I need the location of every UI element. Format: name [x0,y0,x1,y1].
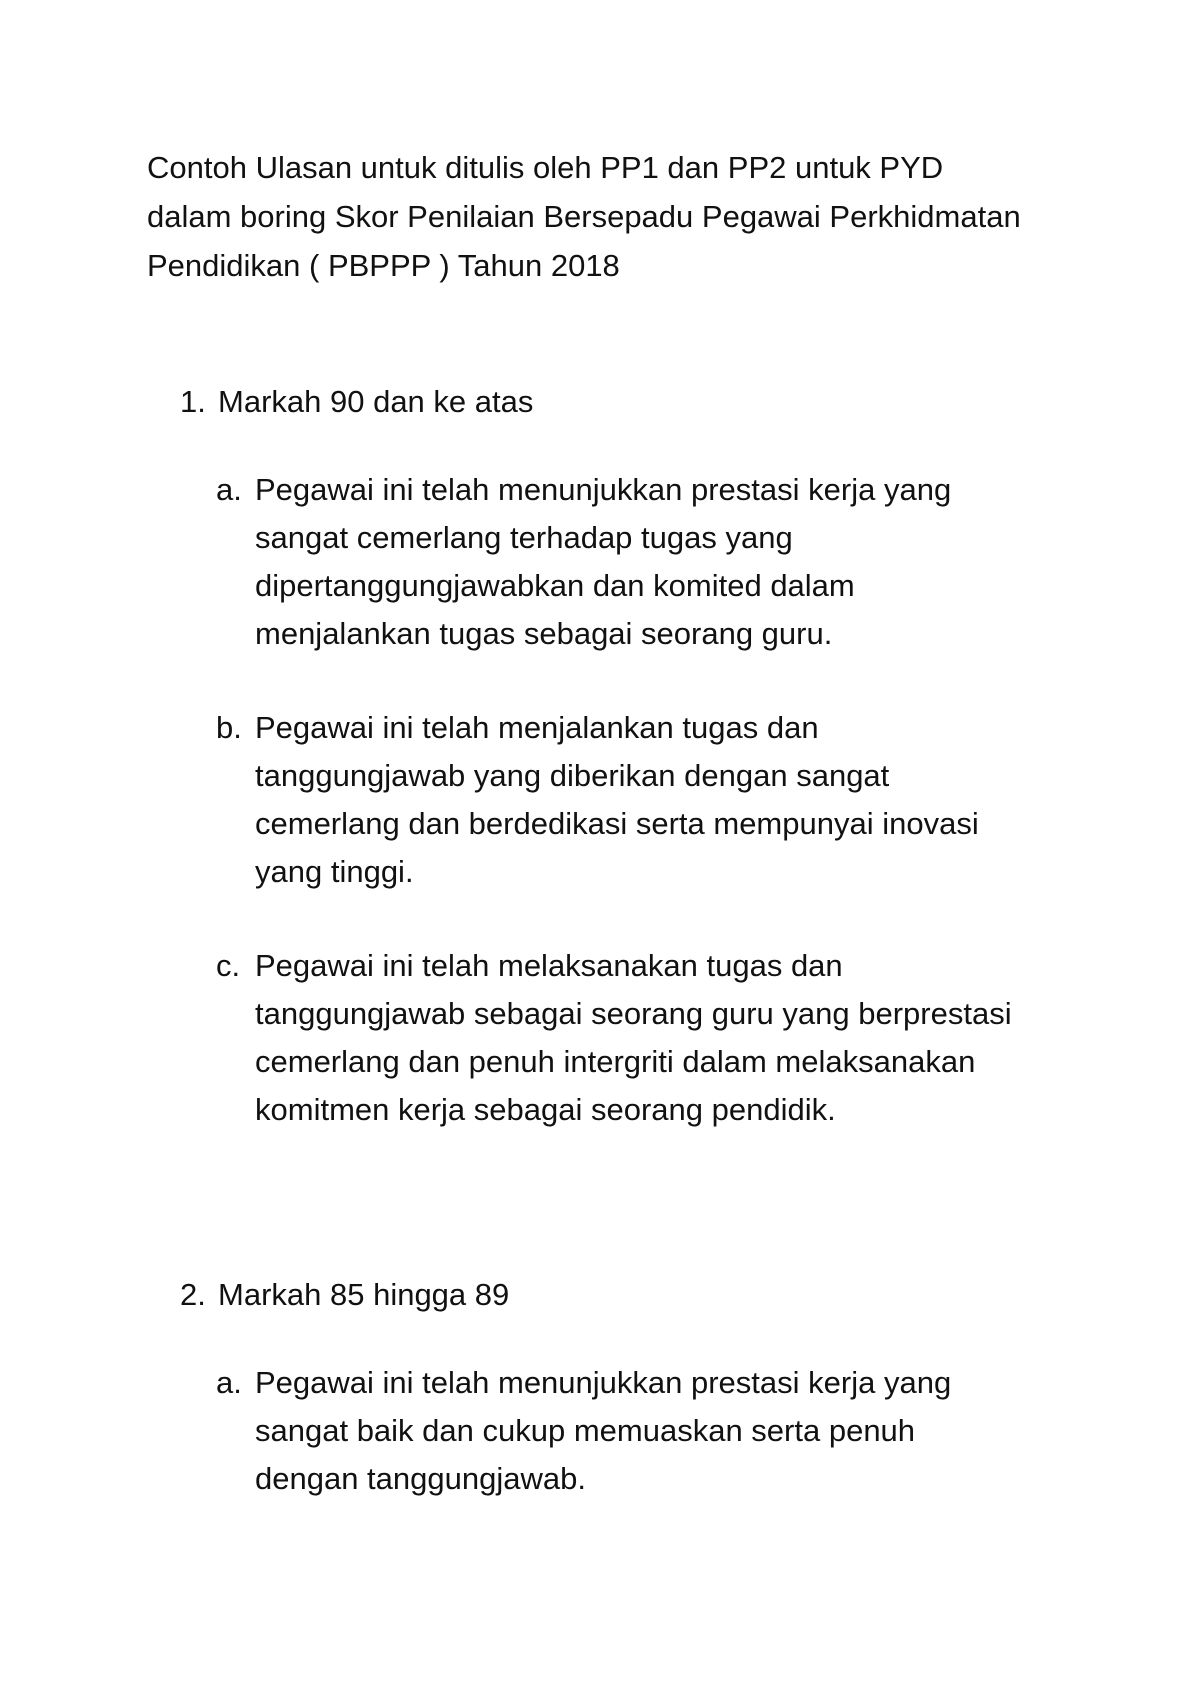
item-text [255,466,951,658]
intro-paragraph [147,143,1107,290]
item-line: Pegawai ini telah menunjukkan prestasi kerja yang [255,472,952,507]
section-heading-2 [180,1270,509,1319]
section-number: 2. [180,1277,206,1312]
item-line: sangat baik dan cukup memuaskan serta penuh [255,1413,916,1448]
item-line: Pegawai ini telah menunjukkan prestasi kerja yang [255,1365,952,1400]
intro-line: Contoh Ulasan untuk ditulis oleh PP1 dan PP2 untuk PYD [147,150,944,185]
item-text [255,704,979,896]
item-marker: c. [216,948,241,983]
item-line: Pegawai ini telah melaksanakan tugas dan [255,948,843,983]
item-line: dipertanggungjawabkan dan komited dalam [255,568,855,603]
section-number: 1. [180,384,206,419]
item-marker: a. [216,472,242,507]
section-heading-1 [180,377,533,426]
intro-line: dalam boring Skor Penilaian Bersepadu Pegawai Perkhidmatan [147,199,1021,234]
item-line: dengan tanggungjawab. [255,1461,586,1496]
section-title: Markah 90 dan ke atas [218,384,534,419]
item-marker: a. [216,1365,242,1400]
item-line: cemerlang dan penuh intergriti dalam melaksanakan [255,1044,976,1079]
item-line: tanggungjawab sebagai seorang guru yang berprestasi [255,996,1012,1031]
item-line: menjalankan tugas sebagai seorang guru. [255,616,833,651]
item-text [255,1359,951,1503]
intro-line: Pendidikan ( PBPPP ) Tahun 2018 [147,248,620,283]
item-marker: b. [216,710,242,745]
item-line: sangat cemerlang terhadap tugas yang [255,520,793,555]
item-text [255,942,1012,1134]
item-line: cemerlang dan berdedikasi serta mempunyai inovasi [255,806,979,841]
item-line: komitmen kerja sebagai seorang pendidik. [255,1092,836,1127]
item-line: tanggungjawab yang diberikan dengan sangat [255,758,890,793]
section-title: Markah 85 hingga 89 [218,1277,510,1312]
item-line: Pegawai ini telah menjalankan tugas dan [255,710,819,745]
item-line: yang tinggi. [255,854,414,889]
